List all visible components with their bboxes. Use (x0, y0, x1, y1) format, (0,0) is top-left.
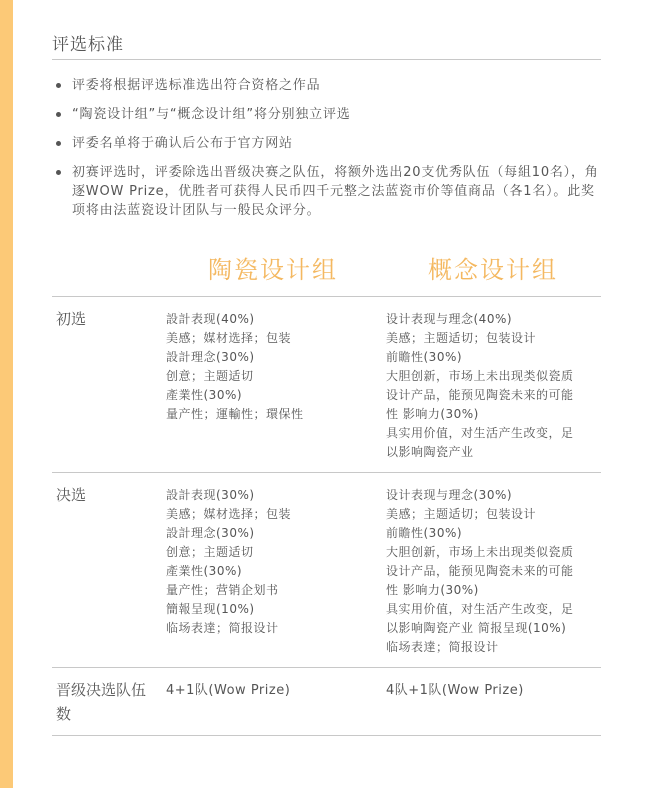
criteria-line: 具实用价值，对生活产生改变，足 (386, 426, 574, 440)
criteria-line: 產業性(30%) (166, 564, 243, 578)
criteria-line: 設計表现(30%) (166, 488, 255, 502)
row-label: 初选 (56, 310, 87, 328)
criteria-line: 簡報呈现(10%) (166, 602, 255, 616)
criteria-line: 設計理念(30%) (166, 526, 255, 540)
criteria-line: 以影响陶瓷产业 简报呈现(10%) (386, 621, 567, 635)
criteria-line: 美感；主题适切；包装设计 (386, 507, 537, 521)
criteria-line: 设计产品，能预见陶瓷未来的可能 (386, 564, 574, 578)
criteria-line: 設計理念(30%) (166, 350, 255, 364)
group-concept-heading: 概念设计组 (428, 256, 558, 284)
criteria-line: 设计表现与理念(30%) (386, 488, 513, 502)
criteria-line: 创意；主题适切 (166, 545, 254, 559)
criteria-line: 前瞻性(30%) (386, 526, 463, 540)
criteria-line: 临场表達；简报设计 (166, 621, 279, 635)
criteria-line: 美感；媒材选择；包装 (166, 507, 292, 521)
criteria-line: 设计表现与理念(40%) (386, 312, 513, 326)
advancing-teams-row (52, 668, 601, 736)
team-count: 4+1队(Wow Prize) (166, 683, 291, 698)
criteria-line: 設計表现(40%) (166, 312, 255, 326)
rule-item: “陶瓷设计组”与“概念设计组”将分别独立评选 (52, 105, 601, 124)
section-title: 评选标准 (52, 30, 601, 60)
group-headers (52, 230, 601, 297)
rule-item: 初赛评选时，评委除选出晋级决赛之队伍，将额外选出20支优秀队伍（每組10名），角逐WOW Prize，优胜者可获得人民币四千元整之法蓝瓷市价等值商品（各1名）。此奖项将由法蓝瓷设计团队与一般民众评分。 (52, 163, 601, 220)
rule-item: 评委名单将于确认后公布于官方网站 (52, 134, 601, 153)
criteria-row-preliminary (52, 297, 601, 473)
criteria-line: 创意；主题适切 (166, 369, 254, 383)
content (52, 0, 601, 736)
rules-list (52, 76, 601, 220)
criteria-line: 性 影响力(30%) (386, 583, 479, 597)
criteria-line: 產業性(30%) (166, 388, 243, 402)
ceramic-criteria (166, 310, 366, 424)
rule-item: 评委将根据评选标准选出符合资格之作品 (52, 76, 601, 95)
criteria-line: 性 影响力(30%) (386, 407, 479, 421)
concept-criteria (386, 486, 599, 657)
criteria-line: 美感；媒材选择；包装 (166, 331, 292, 345)
criteria-line: 具实用价值，对生活产生改变，足 (386, 602, 574, 616)
concept-team-count (386, 681, 599, 700)
team-count: 4队+1队(Wow Prize) (386, 683, 524, 698)
group-ceramic-heading: 陶瓷设计组 (208, 256, 338, 284)
criteria-line: 大胆创新，市场上未出现类似瓷质 (386, 369, 574, 383)
criteria-line: 量产性；营销企划书 (166, 583, 279, 597)
concept-criteria (386, 310, 599, 462)
criteria-line: 前瞻性(30%) (386, 350, 463, 364)
row-label: 晋级决选队伍数 (56, 681, 147, 723)
criteria-row-final (52, 473, 601, 668)
criteria-line: 临场表達；简报设计 (386, 640, 499, 654)
ceramic-team-count (166, 681, 366, 700)
criteria-line: 以影响陶瓷产业 (386, 445, 474, 459)
row-label: 决选 (56, 486, 87, 504)
criteria-line: 大胆创新，市场上未出现类似瓷质 (386, 545, 574, 559)
criteria-line: 美感；主题适切；包装设计 (386, 331, 537, 345)
criteria-line: 量产性；運輸性；環保性 (166, 407, 304, 421)
left-accent-bar (0, 0, 13, 788)
criteria-line: 设计产品，能预见陶瓷未来的可能 (386, 388, 574, 402)
ceramic-criteria (166, 486, 366, 638)
